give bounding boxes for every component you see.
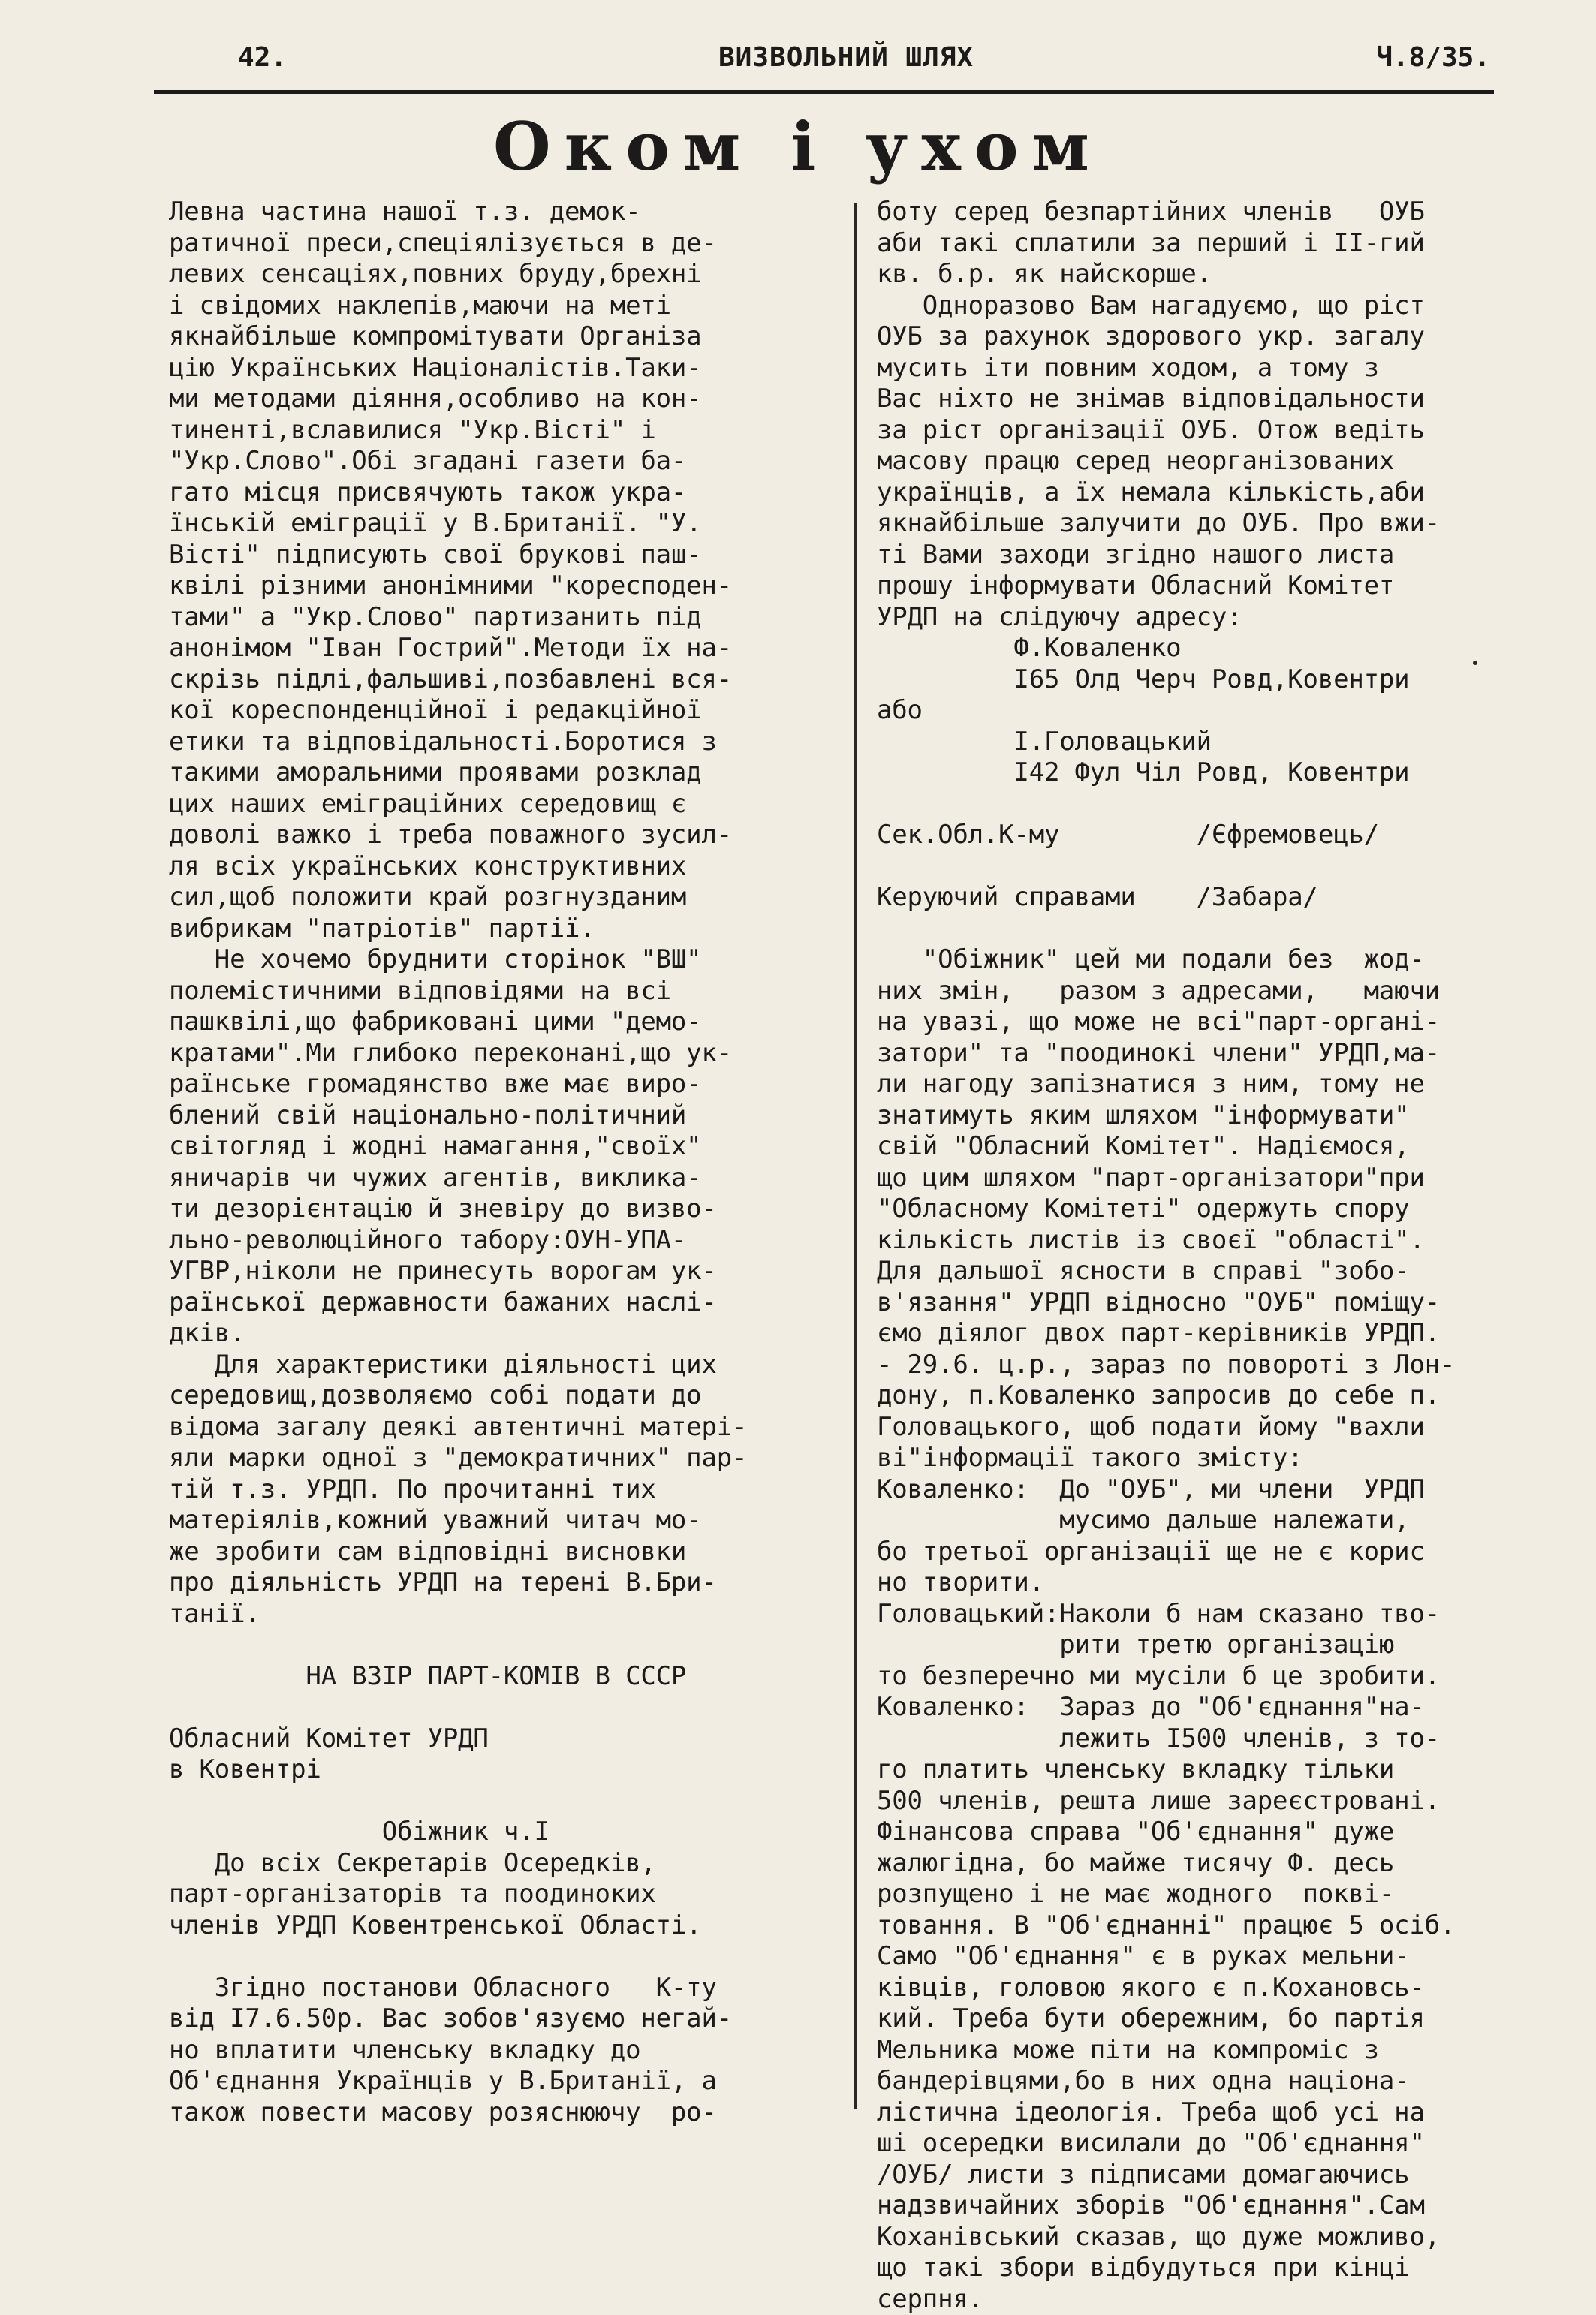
ink-dot	[1473, 661, 1477, 665]
left-column-text: Левна частина нашої т.з. демок- ратичної преси,спеціялізується в де- левих сенсаціях,повних бруду,брехні і свідомих наклепів,маючи на меті якнайбільше компромітувати Організа цію Українських Націоналістів.Таки- ми методами діяння,особливо на кон- тиненті,вславилися "Укр.Вісті" і "Укр.Слово".Обі згадані газети ба- гато місця присвячують також укра- їнській еміграції у В.Британії. "У. Вісті" підписують свої брукові паш- квілі різними анонімними "коресподен- тами" а "Укр.Слово" партизанить під анонімом "Іван Гострий".Методи їх на- скрізь підлі,фальшиві,позбавлені вся- кої кореспонденційної і редакційної етики та відповідальності.Боротися з такими аморальними проявами розклад цих наших еміграційних середовищ є доволі важко і треба поважного зусил- ля всіх українських конструктивних сил,щоб положити край розгнузданим вибрикам "патріотів" партії. Не хочемо бруднити сторінок "ВШ" полемістичними відповідями на всі пашквілі,що фабриковані цими "демо- кратами".Ми глибоко переконані,що ук- раїнське громадянство вже має виро- блений свій національно-політичний світогляд і жодні намагання,"своїх" яничарів чи чужих агентів, виклика- ти дезорієнтацію й зневіру до визво- льно-революційного табору:ОУН-УПА- УГВР,ніколи не принесуть ворогам ук- раїнської державности бажаних наслі- дків. Для характеристики діяльності цих середовищ,дозволяємо собі подати до відома загалу деякі автентичні матері- яли марки одної з "демократичних" пар- тій т.з. УРДП. По прочитанні тих матеріялів,кожний уважний читач мо- же зробити сам відповідні висновки про діяльність УРДП на терені В.Бри- танії. НА ВЗІР ПАРТ-КОМІВ В СССР Обласний Комітет УРДП в Ковентрі Обіжник ч.І До всіх Секретарів Осередків, парт-організаторів та поодиноких членів УРДП Ковентренської Області. Згідно постанови Обласного К-ту від І7.6.50р. Вас зобов'язуємо негай- но вплатити членську вкладку до Об'єднання Українців у В.Британії, а також повести масову розяснюючу ро-	[169, 197, 748, 2127]
article-title: Оком і ухом	[493, 107, 1103, 185]
publication-title: ВИЗВОЛЬНИЙ ШЛЯХ	[718, 42, 974, 73]
issue-number: Ч.8/35.	[1376, 42, 1490, 73]
page-header	[154, 30, 1490, 78]
column-divider	[854, 203, 857, 2109]
right-column-text: боту серед безпартійних членів ОУБ аби такі сплатили за перший і ІІ-гий кв. б.р. як найскорше. Одноразово Вам нагадуємо, що ріст ОУБ за рахунок здорового укр. загалу мусить іти повним ходом, а тому з Вас ніхто не знімав відповідальности за ріст організації ОУБ. Отож ведіть масову працю серед неорганізованих українців, а їх немала кількість,аби якнайбільше залучити до ОУБ. Про вжи- ті Вами заходи згідно нашого листа прошу інформувати Обласний Комітет УРДП на слідуючу адресу: Ф.Коваленко І65 Олд Черч Ровд,Ковентри або І.Головацький І42 Фул Чіл Ровд, Ковентри Сек.Обл.К-му /Єфремовець/ Керуючий справами /Забара/ "Обіжник" цей ми подали без жод- них змін, разом з адресами, маючи на увазі, що може не всі"парт-органі- затори" та "поодинокі члени" УРДП,ма- ли нагоду запізнатися з ним, тому не знатимуть яким шляхом "інформувати" свій "Обласний Комітет". Надіємося, що цим шляхом "парт-організатори"при "Обласному Комітеті" одержуть спору кількість листів із своєї "області". Для дальшої ясности в справі "зобо- в'язання" УРДП відносно "ОУБ" поміщу- ємо діялог двох парт-керівників УРДП. - 29.6. ц.р., зараз по повороті з Лон- дону, п.Коваленко запросив до себе п. Головацького, щоб подати йому "вахли ві"інформації такого змісту: Коваленко: До "ОУБ", ми члени УРДП мусимо дальше належати, бо третьої організації ще не є корис но творити. Головацький:Наколи б нам сказано тво- рити третю організацію то безперечно ми мусіли б це зробити. Коваленко: Зараз до "Об'єднання"на- лежить І500 членів, з то- го платить членську вкладку тільки 500 членів, решта лише зареєстровані. Фінансова справа "Об'єднання" дуже жалюгідна, бо майже тисячу Ф. десь розпущено і не має жодного покві- товання. В "Об'єднанні" працює 5 осіб. Само "Об'єднання" є в руках мельни- ківців, головою якого є п.Кохановсь- кий. Треба бути обережним, бо партія Мельника може піти на компроміс з бандерівцями,бо в них одна націона- лістична ідеологія. Треба щоб усі на ші осередки висилали до "Об'єднання" /ОУБ/ листи з підписами домагаючись надзвичайних зборів "Об'єднання".Сам Коханівський сказав, що дуже можливо, що такі збори відбудуться при кінці серпня.	[877, 197, 1456, 2314]
page-number: 42.	[238, 42, 288, 73]
header-rule	[154, 90, 1494, 94]
